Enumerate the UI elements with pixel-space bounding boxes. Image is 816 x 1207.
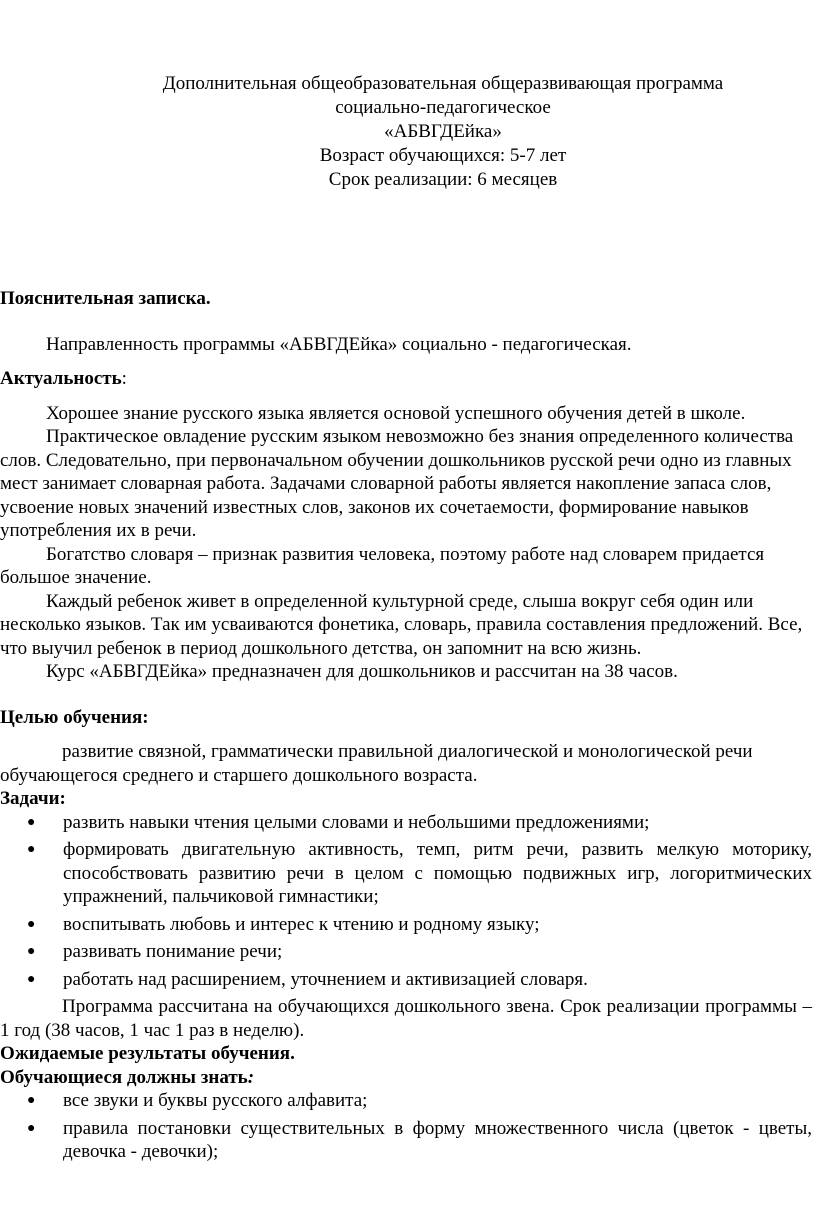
- list-item: [0, 1089, 812, 1113]
- relevance-heading-line: [0, 367, 812, 391]
- relevance-paragraph-5: Курс «АБВГДЕйка» предназначен для дошкольников и рассчитан на 38 часов.: [46, 661, 678, 682]
- list-item: [0, 838, 812, 909]
- bullet-icon: ●: [27, 814, 36, 830]
- program-title: Дополнительная общеобразовательная общеразвивающая программа: [162, 73, 724, 94]
- students-know-colon: :: [247, 1066, 255, 1088]
- direction-paragraph: Направленность программы «АБВГДЕйка» социально - педагогическая.: [46, 333, 632, 355]
- program-header: [0, 72, 816, 192]
- tasks-heading: Задачи:: [0, 788, 66, 809]
- expected-results-heading: Ожидаемые результаты обучения.: [0, 1043, 295, 1064]
- students-know-heading: Обучающиеся должны знать: [0, 1066, 248, 1088]
- task-text: формировать двигательную активность, темп, ритм речи, развить мелкую моторику, способствовать развитию речи в целом с помощью подвижных игр, логоритмических упражнений, пальчиковой гимнастики;: [63, 839, 812, 907]
- task-text: воспитывать любовь и интерес к чтению и родному языку;: [63, 913, 540, 935]
- task-text: развить навыки чтения целыми словами и небольшими предложениями;: [63, 811, 650, 833]
- program-name: «АБВГДЕйка»: [384, 121, 502, 142]
- relevance-heading: Актуальность: [0, 368, 122, 389]
- bullet-icon: ●: [27, 1120, 36, 1136]
- relevance-colon: :: [121, 368, 127, 389]
- relevance-paragraph-3: Богатство словаря – признак развития человека, поэтому работе над словарем придается большое значение.: [0, 543, 765, 588]
- bullet-icon: ●: [27, 916, 36, 932]
- relevance-paragraph-4: Каждый ребенок живет в определенной культурной среде, слыша вокруг себя один или несколько языков. Так им усваиваются фонетика, словарь, правила составления предложений. Все, что выучил ребенок в период дошкольного детства, он запомнит на всю жизнь.: [0, 590, 803, 659]
- program-duration: Срок реализации: 6 месяцев: [328, 169, 558, 190]
- document-body: [0, 287, 812, 1168]
- task-text: развивать понимание речи;: [63, 941, 283, 962]
- explanatory-note-heading: Пояснительная записка.: [0, 288, 211, 309]
- goal-heading: Целью обучения:: [0, 706, 149, 728]
- bullet-icon: ●: [27, 1093, 36, 1108]
- students-know-heading-line: [0, 1066, 812, 1090]
- list-item: [0, 1117, 812, 1164]
- list-item: [0, 968, 812, 992]
- tasks-list: [0, 811, 812, 992]
- goal-paragraph: развитие связной, грамматически правильной диалогической и монологической речи обучающегося среднего и старшего дошкольного возраста.: [0, 741, 753, 786]
- list-item: [0, 913, 812, 937]
- bullet-icon: ●: [27, 971, 36, 987]
- list-item: [0, 940, 812, 964]
- program-direction: социально-педагогическое: [335, 97, 551, 118]
- student-age: Возраст обучающихся: 5-7 лет: [319, 145, 567, 166]
- list-item: [0, 811, 812, 835]
- program-duration-paragraph: Программа рассчитана на обучающихся дошкольного звена. Срок реализации программы – 1 год (38 часов, 1 час 1 раз в неделю).: [0, 996, 812, 1041]
- knowledge-text: все звуки и буквы русского алфавита;: [63, 1090, 368, 1111]
- knowledge-list: [0, 1089, 812, 1164]
- knowledge-text: правила постановки существительных в форму множественного числа (цветок - цветы, девочка - девочки);: [63, 1117, 812, 1162]
- task-text: работать над расширением, уточнением и активизацией словаря.: [63, 968, 588, 990]
- bullet-icon: ●: [27, 842, 36, 857]
- relevance-paragraph-2: Практическое овладение русским языком невозможно без знания определенного количества слов. Следовательно, при первоначальном обучении дошкольников русской речи одно из главных мест занимает словарная работа. Задачами словарной работы является накопление запаса слов, усвоение новых значений известных слов, законов их сочетаемости, формирование навыков употребления их в речи.: [0, 426, 794, 541]
- bullet-icon: ●: [27, 944, 36, 959]
- relevance-paragraph-1: Хорошее знание русского языка является основой успешного обучения детей в школе.: [46, 402, 746, 424]
